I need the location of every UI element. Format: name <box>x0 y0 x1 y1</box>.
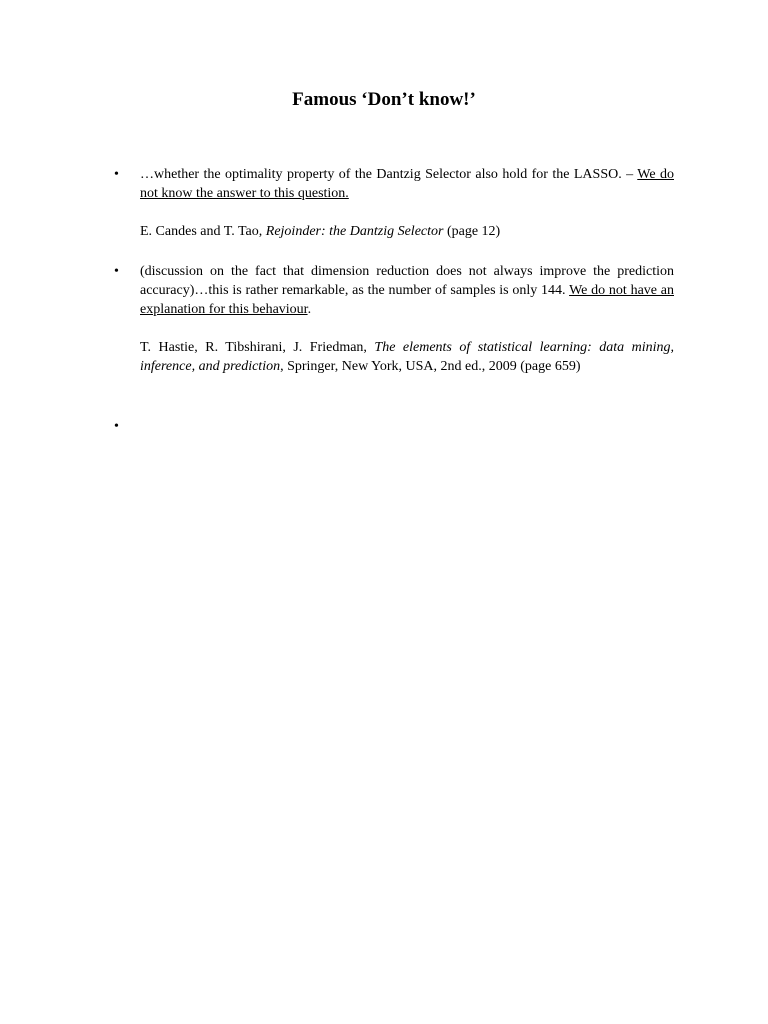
list-item <box>114 165 674 241</box>
quote-text: (discussion on the fact that dimension reduction does not always improve the prediction accuracy)…this is rather remarkable, as the number of samples is only 144. <box>140 264 674 298</box>
citation-details: (page 12) <box>443 224 501 239</box>
document-title: Famous ‘Don’t know!’ <box>292 89 476 110</box>
citation-authors: T. Hastie, R. Tibshirani, J. Friedman, <box>140 340 375 355</box>
quote-underlined-text: We do not know the answer to this question. <box>140 167 674 201</box>
citation <box>140 338 674 376</box>
citation-work-title: Rejoinder: the Dantzig Selector <box>265 224 444 239</box>
bullet-icon: • <box>114 167 119 182</box>
bullet-icon: • <box>114 264 119 279</box>
list-item <box>114 262 674 376</box>
bullet-icon: • <box>114 419 119 434</box>
quote <box>140 165 674 203</box>
citation-details: , Springer, New York, USA, 2nd ed., 2009 (page 659) <box>280 359 581 374</box>
citation <box>140 222 674 241</box>
citation-authors: E. Candes and T. Tao, <box>140 224 266 239</box>
quote-text-end: . <box>307 302 312 317</box>
quote-text: …whether the optimality property of the Dantzig Selector also hold for the LASSO. – <box>140 167 638 182</box>
list-item-body <box>140 165 674 241</box>
citation-work-title: The elements of statistical learning: data mining, inference, and prediction <box>140 340 674 374</box>
list-item-body <box>140 262 674 376</box>
quote <box>140 262 674 319</box>
quote-underlined-text: We do not have an explanation for this behaviour <box>140 283 674 317</box>
